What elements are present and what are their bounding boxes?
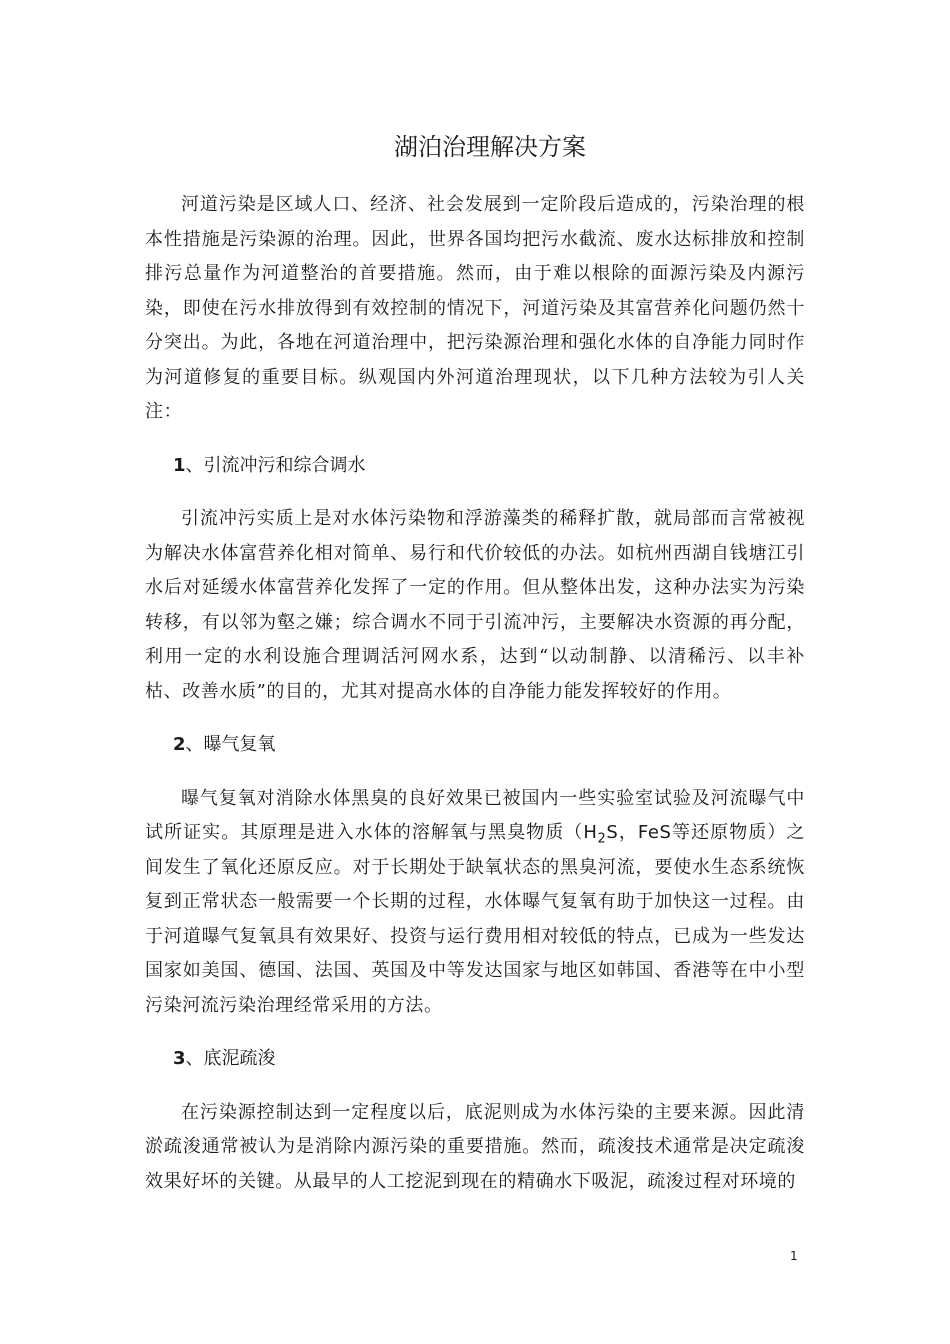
section-number: 1 — [173, 454, 186, 476]
paragraph-text: 等还原物质）之间发生了氧化还原反应。对于长期处于缺氧状态的黑臭河流，要使水生态系统恢复到正常状态一般需要一个长期的过程，水体曝气复氧有助于加快这一过程。由于河道曝气复氧具有效果好、投资与运行费用相对较低的特点，已成为一些发达国家如美国、德国、法国、英国及中等发达国家与地区如韩国、香港等在中小型污染河流污染治理经常采用的方法。 — [145, 822, 805, 1016]
section-heading-2 — [173, 728, 805, 763]
formula-h: H — [583, 822, 598, 843]
paragraph-text: 曝气复氧对消除水体黑臭的良好效果已被国内一些实验室试验及河流曝气中试所证实。其原理是进入水体的溶解氧与黑臭物质（ — [145, 787, 805, 843]
section-heading-3 — [173, 1042, 805, 1077]
section-number: 2 — [173, 734, 186, 755]
section-1-paragraph: 引流冲污实质上是对水体污染物和浮游藻类的稀释扩散，就局部而言常被视为解决水体富营养化相对简单、易行和代价较低的办法。如杭州西湖自钱塘江引水后对延缓水体富营养化发挥了一定的作用。但从整体出发，这种办法实为污染转移，有以邻为壑之嫌；综合调水不同于引流冲污，主要解决水资源的再分配，利用一定的水利设施合理调活河网水系，达到“以动制静、以清稀污、以丰补枯、改善水质”的目的，尤其对提高水体的自净能力能发挥较好的作用。 — [145, 508, 805, 702]
intro-paragraph: 河道污染是区域人口、经济、社会发展到一定阶段后造成的，污染治理的根本性措施是污染源的治理。因此，世界各国均把污水截流、废水达标排放和控制排污总量作为河道整治的首要措施。然而，由于难以根除的面源污染及内源污染，即使在污水排放得到有效控制的情况下，河道污染及其富营养化问题仍然十分突出。为此，各地在河道治理中，把污染源治理和强化水体的自净能力同时作为河道修复的重要目标。纵观国内外河道治理现状，以下几种方法较为引人关注： — [145, 194, 805, 422]
section-3-paragraph: 在污染源控制达到一定程度以后，底泥则成为水体污染的主要来源。因此清淤疏浚通常被认为是消除内源污染的重要措施。然而，疏浚技术通常是决定疏浚效果好坏的关键。从最早的人工挖泥到现在的精确水下吸泥，疏浚过程对环境的 — [145, 1101, 805, 1192]
page-number: 1 — [790, 1249, 798, 1263]
section-2-paragraph — [145, 782, 805, 1024]
section-title: 、曝气复氧 — [185, 734, 276, 755]
section-heading-1 — [173, 449, 805, 484]
document-title: 湖泊治理解决方案 — [394, 133, 586, 161]
formula-subscript: 2 — [597, 831, 607, 847]
formula-rest: S，FeS — [606, 822, 672, 843]
section-title: 、底泥疏浚 — [185, 1048, 276, 1069]
document-body — [145, 188, 805, 1199]
section-title: 、引流冲污和综合调水 — [185, 454, 366, 476]
section-number: 3 — [173, 1048, 186, 1069]
